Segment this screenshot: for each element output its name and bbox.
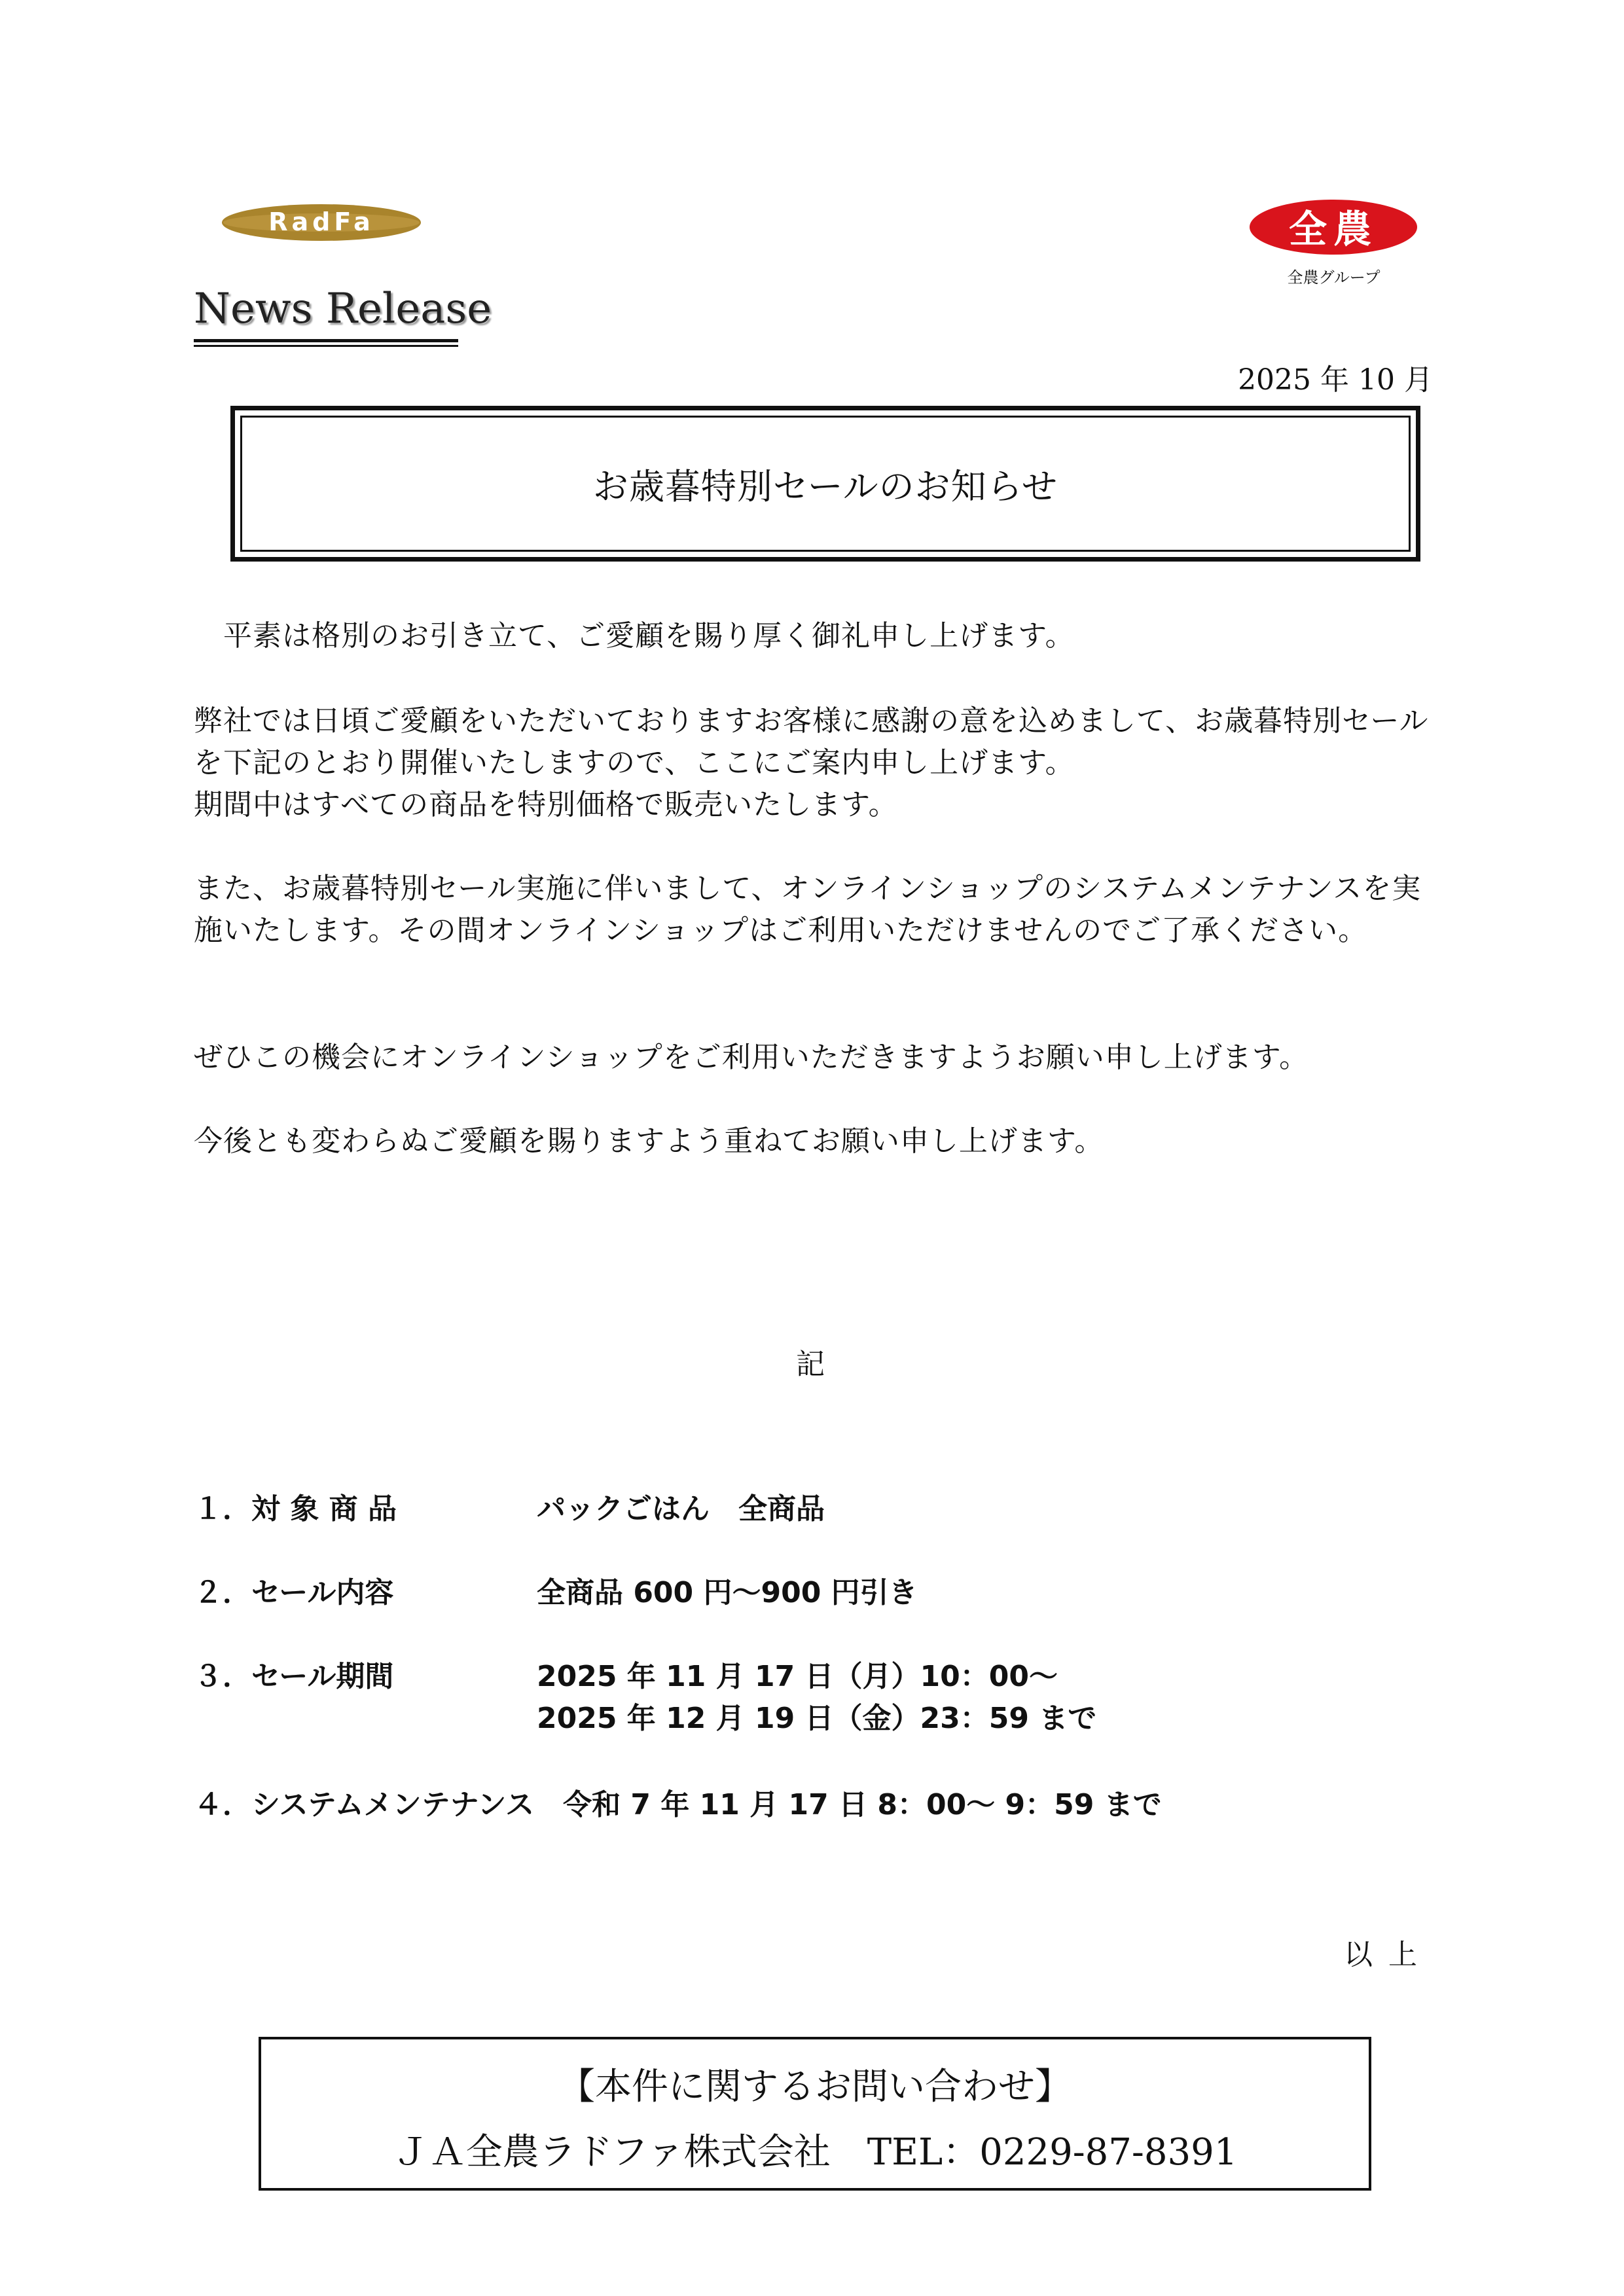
radfa-logo	[220, 198, 423, 247]
heading-underline-thin	[194, 345, 458, 347]
release-date: 2025 年 10 月	[1238, 363, 1433, 397]
closing-paragraph: 今後とも変わらぬご愛顧を賜りますよう重ねてお願い申し上げます。	[194, 1124, 1104, 1158]
request-paragraph: ぜひこの機会にオンラインショップをご利用いただきますようお願い申し上げます。	[194, 1041, 1309, 1074]
item-label: １．対 象 商 品	[194, 1492, 397, 1526]
closing-ijo: 以上	[1344, 1938, 1433, 1971]
ki-heading: 記	[796, 1348, 825, 1381]
item-value-end: 2025 年 12 月 19 日（金）23：59 まで	[537, 1702, 1097, 1735]
greeting-paragraph: 平素は格別のお引き立て、ご愛顧を賜り厚く御礼申し上げます。	[194, 619, 1075, 653]
title-box-inner	[240, 416, 1411, 552]
item-label: ３．セール期間	[194, 1660, 394, 1693]
item-value: 2025 年 11 月 17 日（月）10：00～	[537, 1660, 1058, 1693]
item-value: 全商品 600 円～900 円引き	[537, 1576, 918, 1609]
item-label: ４．システムメンテナンス 令和 7 年 11 月 17 日 8：00～ 9：59 まで	[194, 1788, 1162, 1821]
zennoh-logo	[1247, 196, 1420, 288]
zennoh-group-label: 全農グループ	[1287, 268, 1380, 287]
heading-underline	[194, 339, 458, 342]
news-release-heading: News Release	[194, 285, 492, 333]
page-title: お歳暮特別セールのお知らせ	[592, 465, 1058, 507]
title-box	[230, 406, 1420, 562]
intro-paragraph: 弊社では日頃ご愛顧をいただいておりますお客様に感謝の意を込めまして、お歳暮特別セールを下記のとおり開催いたしますので、ここにご案内申し上げます。 期間中はすべての商品を特別価格で販売いたします。	[194, 704, 1429, 821]
contact-body: ＪＡ全農ラドファ株式会社 TEL：0229-87-8391	[392, 2131, 1238, 2174]
radfa-logo-text: RadFa	[268, 207, 374, 236]
maintenance-paragraph: また、お歳暮特別セール実施に伴いまして、オンラインショップのシステムメンテナンスを実施いたします。その間オンラインショップはご利用いただけませんのでご了承ください。	[194, 872, 1422, 947]
contact-title: 【本件に関するお問い合わせ】	[558, 2066, 1072, 2108]
contact-box	[259, 2037, 1371, 2191]
item-label: ２．セール内容	[194, 1576, 394, 1609]
item-value: パックごはん 全商品	[537, 1492, 825, 1526]
zennoh-logo-text: 全農	[1288, 207, 1379, 251]
